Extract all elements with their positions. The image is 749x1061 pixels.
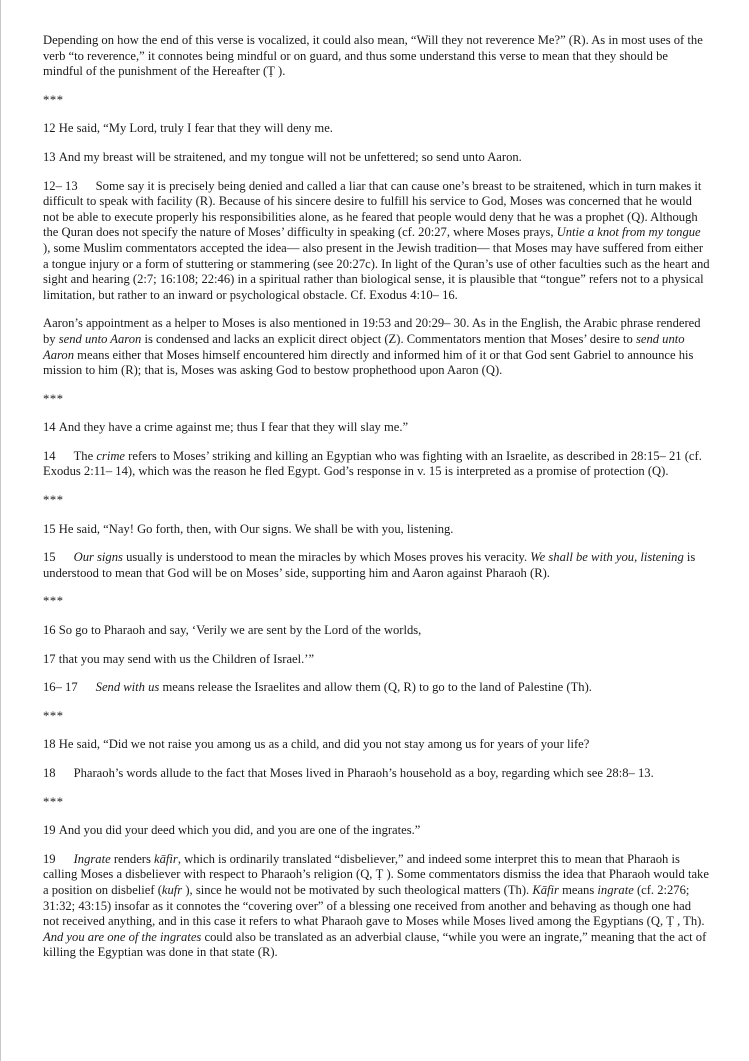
commentary-verse-reference: 16– 17 xyxy=(43,680,78,695)
verse-paragraph xyxy=(43,737,710,753)
emphasized-text: send unto Aaron xyxy=(58,331,142,346)
emphasized-text: Untie a knot from my tongue xyxy=(556,225,701,240)
body-text: means xyxy=(558,882,598,897)
body-text: Some say it is precisely being denied and called a liar that can cause one’s breast to be straitened, which in turn makes it difficult to speak with facility (R). Because of his sincere desire to fulfill his service to God, Moses was concerned that he would not be able to execute properly his responsibilities alone, as he feared that people would deny that he was a prophet (Q). Although the Quran does not specify the nature of Moses’ difficulty in speaking (cf. 20:27, where Moses prays, xyxy=(43,178,702,240)
body-text: usually is understood to mean the miracles by which Moses proves his veracity. xyxy=(122,550,531,565)
body-text: So go to Pharaoh and say, ‘Verily we are sent by the Lord of the worlds, xyxy=(58,623,422,638)
body-text: Aaron’s appointment as a helper to Moses is also mentioned in 19:53 and 20:29– 30. As in the English, the Arabic phrase rendered by xyxy=(43,316,701,346)
commentary-paragraph xyxy=(43,680,710,696)
commentary-paragraph xyxy=(43,852,710,961)
section-separator: *** xyxy=(43,92,64,107)
body-text: is understood to mean that God will be on Moses’ side, supporting him and Aaron against Pharaoh (R). xyxy=(43,550,696,580)
verse-paragraph xyxy=(43,652,710,668)
commentary-paragraph-continuation xyxy=(43,316,710,378)
emphasized-text: Send with us xyxy=(95,680,160,695)
commentary-verse-reference: 14 xyxy=(43,448,56,463)
emphasized-text: ingrate xyxy=(597,882,634,897)
verse-paragraph xyxy=(43,420,710,436)
emphasized-text: kāfir xyxy=(154,851,178,866)
emphasized-text: Our signs xyxy=(73,550,123,565)
verse-number: 12 xyxy=(43,121,56,136)
body-text: means release the Israelites and allow them (Q, R) to go to the land of Palestine (Th). xyxy=(159,680,592,695)
verse-number: 16 xyxy=(43,623,56,638)
commentary-verse-reference: 12– 13 xyxy=(43,178,78,193)
body-text: , which is ordinarily translated “disbeliever,” and indeed some interpret this to mean that Pharaoh is calling Moses a disbeliever with respect to Pharaoh’s religion (Q, Ṭ ). Some commentators dismiss the idea that Pharaoh would take a position on disbelief ( xyxy=(43,851,709,897)
verse-paragraph xyxy=(43,623,710,639)
emphasized-text: send unto Aaron xyxy=(43,331,685,362)
body-text: He said, “Did we not raise you among us as a child, and did you not stay among us for years of your life? xyxy=(58,737,590,752)
emphasized-text: And you are one of the ingrates xyxy=(43,929,202,944)
commentary-paragraph-continuation xyxy=(43,33,710,80)
body-text: Pharaoh’s words allude to the fact that Moses lived in Pharaoh’s household as a boy, regarding which see 28:8– 13. xyxy=(73,766,654,780)
commentary-verse-reference: 19 xyxy=(43,851,56,866)
body-text: ), some Muslim commentators accepted the idea— also present in the Jewish tradition— that Moses may have suffered from either a tongue injury or a form of stuttering or stammering (see 20:27c). In light of the Quran’s use of other faculties such as the heart and sight and hearing (2:7; 16:108; 22:46) in a spiritual rather than biological sense, it is plausible that “tongue” refers not to a physical limitation, but rather to an inward or psychological obstacle. Cf. Exodus 4:10– 16. xyxy=(43,240,710,302)
commentary-verse-reference: 15 xyxy=(43,550,56,565)
body-text: The xyxy=(73,448,97,463)
section-separator: *** xyxy=(43,708,64,723)
verse-number: 14 xyxy=(43,420,56,435)
body-text: could also be translated as an adverbial clause, “while you were an ingrate,” meaning that the act of killing the Egyptian was done in that state (R). xyxy=(43,929,707,960)
body-text: ), since he would not be motivated by such theological matters (Th). xyxy=(182,882,533,897)
body-text: Depending on how the end of this verse is vocalized, it could also mean, “Will they not reverence Me?” (R). As in most uses of the verb “to reverence,” it connotes being mindful or on guard, and thus some understand this verse to mean that they should be mindful of the punishment of the Hereafter (Ṭ ). xyxy=(43,33,703,79)
verse-number: 17 xyxy=(43,651,56,666)
page-left-border xyxy=(0,0,1,1061)
body-text: He said, “Nay! Go forth, then, with Our signs. We shall be with you, listening. xyxy=(58,521,454,536)
body-text: He said, “My Lord, truly I fear that they will deny me. xyxy=(58,121,333,136)
verse-number: 15 xyxy=(43,521,56,536)
body-text: renders xyxy=(110,851,155,866)
verse-paragraph xyxy=(43,121,710,137)
verse-paragraph xyxy=(43,823,710,839)
body-text: refers to Moses’ striking and killing an Egyptian who was fighting with an Israelite, as described in 28:15– 21 (cf. Exodus 2:11– 14), which was the reason he fled Egypt. God’s response in v. 15 is interpreted as a promise of protection (Q). xyxy=(43,448,702,479)
section-separator: *** xyxy=(43,794,64,809)
section-separator: *** xyxy=(43,594,64,609)
body-text: that you may send with us the Children of Israel.’” xyxy=(58,651,315,666)
section-separator: *** xyxy=(43,391,64,406)
body-text: And you did your deed which you did, and you are one of the ingrates.” xyxy=(58,823,421,838)
body-text: And my breast will be straitened, and my tongue will not be unfettered; so send unto Aaron. xyxy=(58,149,522,164)
emphasized-text: Ingrate xyxy=(73,851,111,866)
emphasized-text: Kāfir xyxy=(532,882,559,897)
body-text: And they have a crime against me; thus I fear that they will slay me.” xyxy=(58,420,409,435)
emphasized-text: We shall be with you, listening xyxy=(530,550,684,565)
emphasized-text: crime xyxy=(96,448,126,463)
commentary-verse-reference: 18 xyxy=(43,766,56,780)
body-text: (cf. 2:276; 31:32; 43:15) insofar as it connotes the “covering over” of a blessing one received from another and behaving as though one had not received anything, and in this case it refers to what Pharaoh gave to Moses while Moses lived among the Egyptians (Q, Ṭ , Th). xyxy=(43,882,705,929)
commentary-paragraph xyxy=(43,766,710,782)
verse-paragraph xyxy=(43,150,710,166)
verse-paragraph xyxy=(43,522,710,538)
page-text-column xyxy=(43,33,710,961)
body-text: is condensed and lacks an explicit direct object (Z). Commentators mention that Moses’ desire to xyxy=(141,331,636,346)
commentary-paragraph xyxy=(43,449,710,480)
body-text: means either that Moses himself encountered him directly and informed him of it or that God sent Gabriel to announce his mission to him (R); that is, Moses was asking God to bestow prophethood upon Aaron (Q). xyxy=(43,347,694,378)
section-separator: *** xyxy=(43,493,64,508)
verse-number: 18 xyxy=(43,737,56,752)
commentary-paragraph xyxy=(43,179,710,304)
verse-number: 13 xyxy=(43,149,56,164)
verse-number: 19 xyxy=(43,823,56,838)
emphasized-text: kufr xyxy=(161,882,183,897)
commentary-paragraph xyxy=(43,550,710,581)
